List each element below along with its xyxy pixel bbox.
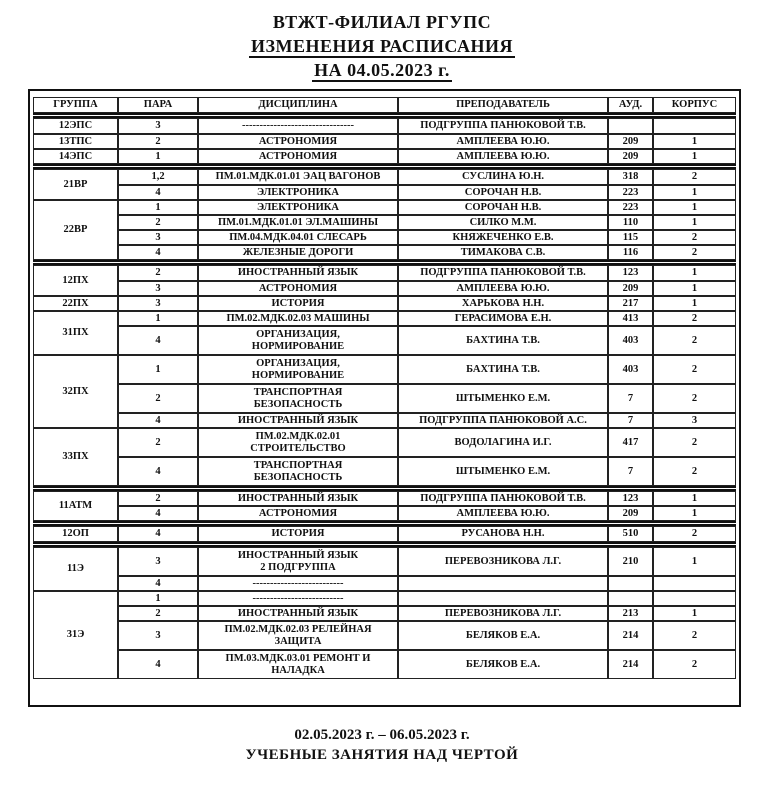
korpus-cell: 1 [653,491,736,506]
discipline-cell: ИСТОРИЯ [198,526,398,542]
discipline-cell: -------------------------- [198,591,398,606]
korpus-cell: 1 [653,215,736,230]
discipline-cell: ПМ.01.МДК.01.01 ЭАЦ ВАГОНОВ [198,169,398,185]
teacher-cell: ПОДГРУППА ПАНЮКОВОЙ Т.В. [398,265,608,281]
schedule-table [33,97,736,702]
korpus-cell: 1 [653,606,736,621]
para-cell: 1 [118,149,198,164]
group-cell: 33ПХ [33,428,118,486]
korpus-cell: 2 [653,355,736,384]
block-separator [33,486,736,491]
para-cell: 4 [118,506,198,521]
footer-date-range: 02.05.2023 г. – 06.05.2023 г. [294,727,470,743]
korpus-cell: 1 [653,149,736,164]
discipline-cell: ЭЛЕКТРОНИКА [198,200,398,215]
teacher-cell: СОРОЧАН Н.В. [398,200,608,215]
schedule-date: НА 04.05.2023 г. [314,60,450,80]
discipline-cell: ПМ.04.МДК.04.01 СЛЕСАРЬ [198,230,398,245]
korpus-cell: 1 [653,281,736,296]
korpus-cell: 1 [653,296,736,311]
korpus-cell: 1 [653,200,736,215]
para-cell: 1 [118,591,198,606]
korpus-cell: 2 [653,526,736,542]
para-cell: 1 [118,200,198,215]
group-cell: 31Э [33,591,118,679]
group-cell: 14ЭПС [33,149,118,164]
korpus-cell: 2 [653,311,736,326]
korpus-cell: 2 [653,169,736,185]
para-cell: 3 [118,547,198,576]
aud-cell: 417 [608,428,653,457]
group-cell: 12ПХ [33,265,118,296]
aud-cell: 223 [608,200,653,215]
aud-cell: 123 [608,491,653,506]
aud-cell: 209 [608,506,653,521]
aud-cell: 209 [608,281,653,296]
teacher-cell: АМПЛЕЕВА Ю.Ю. [398,134,608,149]
discipline-cell: ИНОСТРАННЫЙ ЯЗЫК [198,606,398,621]
group-cell: 11Э [33,547,118,591]
aud-cell: 7 [608,413,653,428]
teacher-cell: КНЯЖЕЧЕНКО Е.В. [398,230,608,245]
teacher-cell: АМПЛЕЕВА Ю.Ю. [398,506,608,521]
aud-cell [608,118,653,134]
para-cell: 1 [118,355,198,384]
discipline-cell: ПМ.02.МДК.02.01 СТРОИТЕЛЬСТВО [198,428,398,457]
aud-cell: 115 [608,230,653,245]
discipline-cell: АСТРОНОМИЯ [198,149,398,164]
discipline-cell: ТРАНСПОРТНАЯ БЕЗОПАСНОСТЬ [198,384,398,413]
aud-cell [608,591,653,606]
discipline-cell: ИСТОРИЯ [198,296,398,311]
para-cell: 4 [118,650,198,679]
korpus-cell [653,118,736,134]
teacher-cell: АМПЛЕЕВА Ю.Ю. [398,149,608,164]
footer-note: УЧЕБНЫЕ ЗАНЯТИЯ НАД ЧЕРТОЙ [245,747,519,763]
korpus-cell: 2 [653,230,736,245]
aud-cell: 403 [608,355,653,384]
teacher-cell: ПОДГРУППА ПАНЮКОВОЙ А.С. [398,413,608,428]
aud-cell: 209 [608,134,653,149]
korpus-cell: 1 [653,506,736,521]
para-cell: 3 [118,296,198,311]
column-header: КОРПУС [653,97,736,113]
para-cell: 4 [118,185,198,200]
block-separator [33,260,736,265]
discipline-cell: ОРГАНИЗАЦИЯ, НОРМИРОВАНИЕ [198,326,398,355]
aud-cell: 7 [608,384,653,413]
para-cell: 1 [118,311,198,326]
discipline-cell: ТРАНСПОРТНАЯ БЕЗОПАСНОСТЬ [198,457,398,486]
discipline-cell: ЖЕЛЕЗНЫЕ ДОРОГИ [198,245,398,260]
teacher-cell: СОРОЧАН Н.В. [398,185,608,200]
column-header: АУД. [608,97,653,113]
teacher-cell: ПОДГРУППА ПАНЮКОВОЙ Т.В. [398,118,608,134]
discipline-cell: ИНОСТРАННЫЙ ЯЗЫК [198,491,398,506]
teacher-cell: СУСЛИНА Ю.Н. [398,169,608,185]
korpus-cell: 3 [653,413,736,428]
para-cell: 3 [118,281,198,296]
korpus-cell: 2 [653,457,736,486]
column-header: ПРЕПОДАВАТЕЛЬ [398,97,608,113]
discipline-cell: ПМ.01.МДК.01.01 ЭЛ.МАШИНЫ [198,215,398,230]
para-cell: 2 [118,491,198,506]
teacher-cell: ПЕРЕВОЗНИКОВА Л.Г. [398,606,608,621]
para-cell: 4 [118,576,198,591]
para-cell: 3 [118,621,198,650]
para-cell: 2 [118,215,198,230]
korpus-cell: 1 [653,265,736,281]
column-header: ДИСЦИПЛИНА [198,97,398,113]
para-cell: 3 [118,118,198,134]
group-cell: 31ПХ [33,311,118,355]
block-separator [33,542,736,547]
teacher-cell: БАХТИНА Т.В. [398,326,608,355]
discipline-cell: АСТРОНОМИЯ [198,281,398,296]
teacher-cell: БАХТИНА Т.В. [398,355,608,384]
teacher-cell: ТИМАКОВА С.В. [398,245,608,260]
korpus-cell: 2 [653,650,736,679]
discipline-cell: ПМ.02.МДК.02.03 РЕЛЕЙНАЯ ЗАЩИТА [198,621,398,650]
korpus-cell [653,591,736,606]
aud-cell: 217 [608,296,653,311]
teacher-cell: ПЕРЕВОЗНИКОВА Л.Г. [398,547,608,576]
discipline-cell: ИНОСТРАННЫЙ ЯЗЫК 2 ПОДГРУППА [198,547,398,576]
korpus-cell: 1 [653,185,736,200]
korpus-cell: 2 [653,428,736,457]
aud-cell: 110 [608,215,653,230]
discipline-cell: АСТРОНОМИЯ [198,506,398,521]
aud-cell: 223 [608,185,653,200]
discipline-cell: ПМ.02.МДК.02.03 МАШИНЫ [198,311,398,326]
aud-cell: 210 [608,547,653,576]
discipline-cell: ИНОСТРАННЫЙ ЯЗЫК [198,265,398,281]
group-cell: 13ТПС [33,134,118,149]
group-cell: 11АТМ [33,491,118,521]
discipline-cell: -------------------------- [198,576,398,591]
aud-cell: 510 [608,526,653,542]
para-cell: 2 [118,134,198,149]
aud-cell: 213 [608,606,653,621]
group-cell: 32ПХ [33,355,118,428]
column-header: ГРУППА [33,97,118,113]
teacher-cell: ГЕРАСИМОВА Е.Н. [398,311,608,326]
aud-cell: 116 [608,245,653,260]
para-cell: 2 [118,265,198,281]
group-cell: 21ВР [33,169,118,200]
teacher-cell: ВОДОЛАГИНА И.Г. [398,428,608,457]
teacher-cell: РУСАНОВА Н.Н. [398,526,608,542]
para-cell: 4 [118,413,198,428]
discipline-cell: АСТРОНОМИЯ [198,134,398,149]
para-cell: 4 [118,457,198,486]
aud-cell: 413 [608,311,653,326]
aud-cell: 318 [608,169,653,185]
aud-cell: 123 [608,265,653,281]
aud-cell: 214 [608,621,653,650]
korpus-cell: 1 [653,134,736,149]
group-cell: 12ОП [33,526,118,542]
discipline-cell: ОРГАНИЗАЦИЯ, НОРМИРОВАНИЕ [198,355,398,384]
teacher-cell: СИЛКО М.М. [398,215,608,230]
para-cell: 2 [118,384,198,413]
para-cell: 4 [118,526,198,542]
korpus-cell [653,576,736,591]
para-cell: 2 [118,606,198,621]
korpus-cell: 2 [653,245,736,260]
korpus-cell: 2 [653,621,736,650]
discipline-cell: ИНОСТРАННЫЙ ЯЗЫК [198,413,398,428]
group-cell: 22ВР [33,200,118,260]
group-cell: 22ПХ [33,296,118,311]
korpus-cell: 2 [653,384,736,413]
korpus-cell: 1 [653,547,736,576]
aud-cell: 7 [608,457,653,486]
block-separator [33,164,736,169]
discipline-cell: -------------------------------- [198,118,398,134]
group-cell: 12ЭПС [33,118,118,134]
discipline-cell: ПМ.03.МДК.03.01 РЕМОНТ И НАЛАДКА [198,650,398,679]
block-separator [33,113,736,118]
column-header: ПАРА [118,97,198,113]
teacher-cell [398,576,608,591]
aud-cell: 403 [608,326,653,355]
para-cell: 3 [118,230,198,245]
para-cell: 4 [118,326,198,355]
discipline-cell: ЭЛЕКТРОНИКА [198,185,398,200]
teacher-cell: ШТЫМЕНКО Е.М. [398,384,608,413]
teacher-cell [398,591,608,606]
korpus-cell: 2 [653,326,736,355]
block-separator [33,521,736,526]
para-cell: 4 [118,245,198,260]
document-title: ИЗМЕНЕНИЯ РАСПИСАНИЯ [251,36,513,56]
para-cell: 2 [118,428,198,457]
college-title: ВТЖТ-ФИЛИАЛ РГУПС [272,12,492,32]
teacher-cell: ХАРЬКОВА Н.Н. [398,296,608,311]
aud-cell [608,576,653,591]
teacher-cell: ШТЫМЕНКО Е.М. [398,457,608,486]
aud-cell: 214 [608,650,653,679]
teacher-cell: АМПЛЕЕВА Ю.Ю. [398,281,608,296]
teacher-cell: БЕЛЯКОВ Е.А. [398,650,608,679]
teacher-cell: ПОДГРУППА ПАНЮКОВОЙ Т.В. [398,491,608,506]
para-cell: 1,2 [118,169,198,185]
teacher-cell: БЕЛЯКОВ Е.А. [398,621,608,650]
aud-cell: 209 [608,149,653,164]
